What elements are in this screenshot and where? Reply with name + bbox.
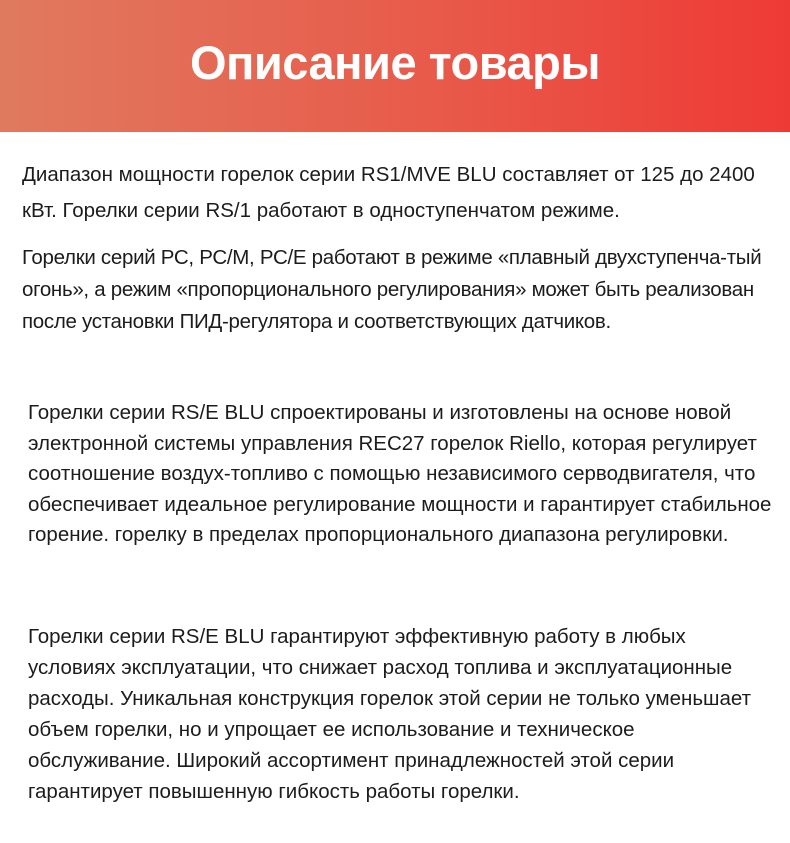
paragraph-efficiency: Горелки серии RS/E BLU гарантируют эффективную работу в любых условиях эксплуатации, что снижает расход топлива и эксплуатационные расходы. Уникальная конструкция горелок этой серии не только уменьшает объем горелки, но и упрощает ее использование и техническое обслуживание. Широкий ассортимент принадлежностей этой серии гарантирует повышенную гибкость работы горелки. xyxy=(28,625,752,803)
paragraph-operating-modes: Горелки серий РС, РС/М, РС/Е работают в режиме «плавный двухступенча-тый огонь», а режим «пропорционального регулирования» может быть реализован после установки ПИД-регулятора и соответствующих датчиков. xyxy=(22,246,762,333)
paragraph-power-range: Диапазон мощности горелок серии RS1/MVE BLU составляет от 125 до 2400 кВт. Горелки серии RS/1 работают в одноступенчатом режиме. xyxy=(22,163,755,222)
page-title: Описание товары xyxy=(189,35,601,89)
paragraph-control-system: Горелки серии RS/E BLU спроектированы и изготовлены на основе новой электронной системы управления REC27 горелок Riello, которая регулирует соотношение воздух-топливо с помощью независимого серводвигателя, что обеспечивает идеальное регулирование мощности и гарантирует стабильное горение. горелку в пределах пропорционального диапазона регулировки. xyxy=(28,401,772,546)
header-banner xyxy=(0,0,790,132)
